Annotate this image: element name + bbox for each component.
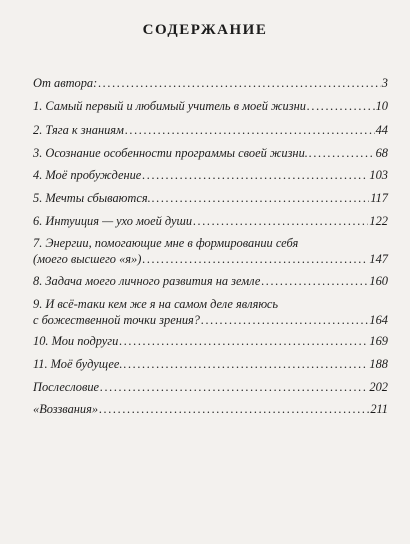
toc-entry-title: 6. Интуиция — ухо моей души <box>33 214 193 228</box>
toc-entry <box>33 379 388 395</box>
toc-entry-page: 160 <box>369 274 388 288</box>
toc-entry <box>33 167 388 183</box>
toc-entry-title: 10. Мои подруги <box>33 334 119 348</box>
dot-leader <box>98 75 381 91</box>
dot-leader <box>124 356 369 372</box>
toc-entry-page: 44 <box>375 123 388 137</box>
toc-entry-page: 68 <box>375 146 388 160</box>
toc-entry-title: 1. Самый первый и любимый учитель в моей жизни <box>33 99 306 113</box>
toc-entry <box>33 356 388 372</box>
toc-entry-title: 2. Тяга к знаниям <box>33 123 124 137</box>
page-title: СОДЕРЖАНИЕ <box>142 22 268 38</box>
toc-entry <box>33 98 388 114</box>
toc-entry-title-continued: (моего высшего «я») <box>33 252 142 266</box>
toc-entry-page: 10 <box>375 99 388 113</box>
dot-leader <box>99 401 369 417</box>
toc-entry-page: 103 <box>369 168 388 182</box>
toc-entry-title-continued: с божественной точки зрения? <box>33 313 201 327</box>
toc-entry-page: 164 <box>369 313 388 327</box>
dot-leader <box>201 312 368 328</box>
dot-leader <box>309 145 375 161</box>
dot-leader <box>142 251 368 267</box>
toc-entry-title: «Воззвания» <box>33 402 99 416</box>
toc-entry-title: 11. Моё будущее. <box>33 357 123 371</box>
dot-leader <box>307 98 375 114</box>
table-of-contents <box>33 0 388 544</box>
toc-entry-page: 3 <box>381 76 388 90</box>
toc-entry-page: 117 <box>370 191 388 205</box>
dot-leader <box>119 333 368 349</box>
toc-entry <box>33 333 388 349</box>
toc-entry-page: 147 <box>369 252 388 266</box>
toc-entry-title: 8. Задача моего личного развития на земле <box>33 274 261 288</box>
dot-leader <box>100 379 368 395</box>
toc-entry-title: 4. Моё пробуждение <box>33 168 142 182</box>
toc-entry-page: 211 <box>370 402 388 416</box>
dot-leader <box>261 273 368 289</box>
toc-entry <box>33 235 388 267</box>
toc-entry-page: 202 <box>369 380 388 394</box>
toc-entry <box>33 145 388 161</box>
toc-entry <box>33 122 388 138</box>
toc-entry-title: 5. Мечты сбываются. <box>33 191 151 205</box>
toc-entry <box>33 273 388 289</box>
toc-entry <box>33 213 388 229</box>
toc-entry <box>33 75 388 91</box>
toc-entry <box>33 296 388 328</box>
dot-leader <box>142 167 368 183</box>
toc-entry-title: Послесловие <box>33 380 100 394</box>
dot-leader <box>152 190 370 206</box>
toc-entry-title: 7. Энергии, помогающие мне в формировании себя <box>33 236 299 250</box>
toc-entry-title: 9. И всё-таки кем же я на самом деле являюсь <box>33 297 279 311</box>
dot-leader <box>193 213 368 229</box>
toc-entry <box>33 401 388 417</box>
toc-entry-page: 169 <box>369 334 388 348</box>
toc-entry <box>33 190 388 206</box>
toc-entry-title: От автора: <box>33 76 98 90</box>
dot-leader <box>125 122 375 138</box>
toc-entry-page: 122 <box>369 214 388 228</box>
toc-entry-title: 3. Осознание особенности программы своей жизни. <box>33 146 308 160</box>
toc-entry-page: 188 <box>369 357 388 371</box>
